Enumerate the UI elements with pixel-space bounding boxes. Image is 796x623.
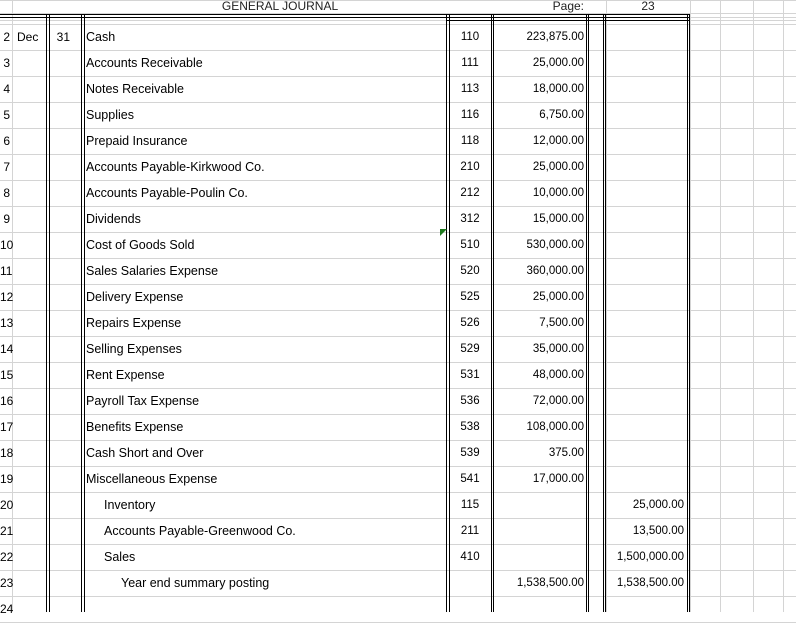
month-cell[interactable] <box>17 414 47 440</box>
account-cell[interactable]: Supplies <box>86 108 134 122</box>
day-cell[interactable] <box>50 492 70 518</box>
day-cell[interactable] <box>50 362 70 388</box>
row-number: 24 <box>0 602 14 616</box>
header-border <box>0 14 690 15</box>
account-cell[interactable]: Rent Expense <box>86 368 165 382</box>
row-number: 11 <box>0 264 13 278</box>
credit-cell[interactable] <box>608 206 684 232</box>
journal-row <box>0 76 796 102</box>
debit-cell[interactable]: 1,538,500.00 <box>516 577 584 589</box>
credit-cell[interactable] <box>608 362 684 388</box>
month-cell[interactable] <box>17 466 47 492</box>
month-cell[interactable] <box>17 284 47 310</box>
account-cell[interactable]: Miscellaneous Expense <box>86 472 218 486</box>
credit-cell[interactable]: 13,500.00 <box>632 525 684 537</box>
credit-cell[interactable]: 1,500,000.00 <box>616 551 684 563</box>
journal-row <box>0 50 796 76</box>
day-cell[interactable] <box>50 180 70 206</box>
post-ref-cell[interactable]: 211 <box>460 525 480 537</box>
day-cell[interactable] <box>50 102 70 128</box>
journal-row <box>0 518 796 544</box>
journal-row <box>0 544 796 570</box>
journal-row <box>0 154 796 180</box>
journal-row <box>0 128 796 154</box>
credit-cell[interactable] <box>608 414 684 440</box>
month-cell[interactable] <box>17 518 47 544</box>
debit-cell[interactable]: 18,000.00 <box>532 83 584 95</box>
row-number: 16 <box>0 394 14 408</box>
journal-row <box>0 232 796 258</box>
debit-cell[interactable]: 223,875.00 <box>526 31 584 43</box>
month-cell[interactable] <box>17 102 47 128</box>
row-number: 17 <box>0 420 14 434</box>
journal-row <box>0 336 796 362</box>
post-ref-cell[interactable]: 510 <box>460 239 480 251</box>
journal-row <box>0 206 796 232</box>
debit-cell[interactable] <box>494 596 584 622</box>
day-cell[interactable] <box>50 440 70 466</box>
month-cell[interactable] <box>17 180 47 206</box>
credit-cell[interactable] <box>608 466 684 492</box>
row-number: 19 <box>0 472 14 486</box>
debit-cell[interactable]: 6,750.00 <box>539 109 584 121</box>
day-cell[interactable] <box>50 388 70 414</box>
debit-cell[interactable]: 35,000.00 <box>532 343 584 355</box>
journal-row <box>0 102 796 128</box>
day-cell[interactable] <box>50 544 70 570</box>
row-number: 3 <box>3 56 10 70</box>
account-cell[interactable]: Accounts Payable-Greenwood Co. <box>104 524 296 538</box>
journal-row <box>0 388 796 414</box>
debit-cell[interactable]: 15,000.00 <box>532 213 584 225</box>
debit-cell[interactable]: 12,000.00 <box>532 135 584 147</box>
debit-cell[interactable] <box>494 492 584 518</box>
post-ref-cell[interactable]: 538 <box>460 421 480 433</box>
credit-cell[interactable] <box>608 102 684 128</box>
month-cell[interactable] <box>17 492 47 518</box>
credit-cell[interactable] <box>608 310 684 336</box>
header-border <box>446 20 690 21</box>
journal-row <box>0 570 796 596</box>
post-ref-cell[interactable] <box>450 570 490 596</box>
debit-cell[interactable]: 25,000.00 <box>532 161 584 173</box>
day-cell[interactable] <box>50 76 70 102</box>
credit-cell[interactable] <box>608 284 684 310</box>
month-cell[interactable] <box>17 310 47 336</box>
post-ref-cell[interactable]: 115 <box>460 499 480 511</box>
account-cell[interactable]: Accounts Payable-Kirkwood Co. <box>86 160 265 174</box>
credit-cell[interactable]: 1,538,500.00 <box>616 577 684 589</box>
journal-title[interactable]: GENERAL JOURNAL <box>221 0 339 13</box>
journal-row <box>0 180 796 206</box>
credit-cell[interactable] <box>608 154 684 180</box>
account-cell[interactable]: Delivery Expense <box>86 290 184 304</box>
row-number: 18 <box>0 446 14 460</box>
account-cell[interactable] <box>86 596 446 622</box>
month-cell[interactable] <box>17 544 47 570</box>
day-cell[interactable] <box>50 466 70 492</box>
account-cell[interactable]: Payroll Tax Expense <box>86 394 200 408</box>
credit-cell[interactable] <box>608 336 684 362</box>
day-cell[interactable] <box>50 336 70 362</box>
page-number[interactable]: 23 <box>641 0 655 13</box>
month-cell[interactable] <box>17 76 47 102</box>
post-ref-cell[interactable]: 536 <box>460 395 480 407</box>
credit-cell[interactable] <box>608 388 684 414</box>
journal-row <box>0 362 796 388</box>
page-label[interactable]: Page: <box>552 0 584 13</box>
journal-row <box>0 310 796 336</box>
credit-cell[interactable] <box>608 24 684 50</box>
row-number: 14 <box>0 342 14 356</box>
day-cell[interactable] <box>50 258 70 284</box>
day-cell[interactable] <box>50 154 70 180</box>
post-ref-cell[interactable]: 110 <box>460 31 480 43</box>
row-number: 6 <box>3 134 10 148</box>
journal-row <box>0 440 796 466</box>
post-ref-cell[interactable]: 111 <box>461 57 479 69</box>
month-cell[interactable] <box>17 336 47 362</box>
account-cell[interactable]: Cash <box>86 30 116 44</box>
account-cell[interactable]: Dividends <box>86 212 141 226</box>
post-ref-cell[interactable]: 526 <box>460 317 480 329</box>
day-cell[interactable] <box>50 284 70 310</box>
post-ref-cell[interactable]: 529 <box>460 343 480 355</box>
credit-cell[interactable] <box>608 596 684 622</box>
journal-row <box>0 414 796 440</box>
post-ref-cell[interactable]: 118 <box>460 135 480 147</box>
debit-cell[interactable]: 17,000.00 <box>532 473 584 485</box>
account-cell[interactable]: Inventory <box>104 498 156 512</box>
day-cell[interactable] <box>50 50 70 76</box>
row-number: 8 <box>3 186 10 200</box>
post-ref-cell[interactable]: 520 <box>460 265 480 277</box>
month-cell[interactable] <box>17 362 47 388</box>
row-number: 4 <box>3 82 10 96</box>
journal-row <box>0 284 796 310</box>
row-number: 21 <box>0 524 14 538</box>
post-ref-cell[interactable]: 212 <box>460 187 480 199</box>
credit-cell[interactable] <box>608 76 684 102</box>
debit-cell[interactable]: 25,000.00 <box>532 57 584 69</box>
post-ref-cell[interactable]: 116 <box>460 109 480 121</box>
account-cell[interactable]: Sales <box>104 550 136 564</box>
day-cell[interactable] <box>50 596 70 622</box>
month-cell[interactable] <box>17 154 47 180</box>
day-cell[interactable] <box>50 232 70 258</box>
journal-row <box>0 24 796 50</box>
post-ref-cell[interactable]: 541 <box>460 473 480 485</box>
month-cell[interactable] <box>17 206 47 232</box>
row-number: 10 <box>0 238 14 252</box>
debit-cell[interactable]: 530,000.00 <box>526 239 584 251</box>
account-cell[interactable]: Year end summary posting <box>121 576 270 590</box>
month-cell[interactable] <box>17 440 47 466</box>
credit-cell[interactable] <box>608 258 684 284</box>
row-number: 7 <box>3 160 10 174</box>
credit-cell[interactable]: 25,000.00 <box>632 499 684 511</box>
month-cell[interactable] <box>17 596 47 622</box>
journal-row <box>0 466 796 492</box>
post-ref-cell[interactable] <box>450 596 490 622</box>
debit-cell[interactable]: 72,000.00 <box>532 395 584 407</box>
day-cell[interactable]: 31 <box>56 30 70 44</box>
post-ref-cell[interactable]: 113 <box>460 83 480 95</box>
day-cell[interactable] <box>50 310 70 336</box>
month-cell[interactable] <box>17 388 47 414</box>
post-ref-cell[interactable]: 410 <box>460 551 480 563</box>
account-cell[interactable]: Accounts Receivable <box>86 56 203 70</box>
post-ref-cell[interactable]: 525 <box>460 291 480 303</box>
credit-cell[interactable] <box>608 440 684 466</box>
journal-row <box>0 596 796 622</box>
debit-cell[interactable] <box>494 518 584 544</box>
row-number: 15 <box>0 368 14 382</box>
header-border <box>0 17 690 18</box>
month-cell[interactable]: Dec <box>17 30 39 44</box>
day-cell[interactable] <box>50 206 70 232</box>
day-cell[interactable] <box>50 128 70 154</box>
credit-cell[interactable] <box>608 128 684 154</box>
debit-cell[interactable]: 25,000.00 <box>532 291 584 303</box>
month-cell[interactable] <box>17 232 47 258</box>
account-cell[interactable]: Sales Salaries Expense <box>86 264 219 278</box>
post-ref-cell[interactable]: 210 <box>460 161 480 173</box>
row-number: 13 <box>0 316 14 330</box>
journal-row <box>0 492 796 518</box>
debit-cell[interactable]: 360,000.00 <box>526 265 584 277</box>
credit-cell[interactable] <box>608 50 684 76</box>
credit-cell[interactable] <box>608 232 684 258</box>
account-cell[interactable]: Cash Short and Over <box>86 446 204 460</box>
row-number: 12 <box>0 290 14 304</box>
row-number: 23 <box>0 576 14 590</box>
account-cell[interactable]: Accounts Payable-Poulin Co. <box>86 186 248 200</box>
month-cell[interactable] <box>17 258 47 284</box>
debit-cell[interactable]: 48,000.00 <box>532 369 584 381</box>
row-number: 2 <box>3 30 10 44</box>
day-cell[interactable] <box>50 414 70 440</box>
row-number: 5 <box>3 108 10 122</box>
account-cell[interactable]: Repairs Expense <box>86 316 182 330</box>
month-cell[interactable] <box>17 570 47 596</box>
account-cell[interactable]: Benefits Expense <box>86 420 184 434</box>
post-ref-cell[interactable]: 312 <box>460 213 480 225</box>
cell-comment-indicator-icon <box>440 229 447 236</box>
day-cell[interactable] <box>50 570 70 596</box>
debit-cell[interactable]: 10,000.00 <box>532 187 584 199</box>
account-cell[interactable]: Notes Receivable <box>86 82 184 96</box>
row-number: 22 <box>0 550 14 564</box>
credit-cell[interactable] <box>608 180 684 206</box>
debit-cell[interactable]: 7,500.00 <box>539 317 584 329</box>
row-number: 20 <box>0 498 14 512</box>
account-cell[interactable]: Prepaid Insurance <box>86 134 188 148</box>
row-number: 9 <box>3 212 10 226</box>
month-cell[interactable] <box>17 50 47 76</box>
debit-cell[interactable]: 108,000.00 <box>526 421 584 433</box>
journal-row <box>0 258 796 284</box>
debit-cell[interactable]: 375.00 <box>548 447 584 459</box>
account-cell[interactable]: Cost of Goods Sold <box>86 238 195 252</box>
month-cell[interactable] <box>17 128 47 154</box>
post-ref-cell[interactable]: 531 <box>460 369 480 381</box>
account-cell[interactable]: Selling Expenses <box>86 342 182 356</box>
day-cell[interactable] <box>50 518 70 544</box>
debit-cell[interactable] <box>494 544 584 570</box>
post-ref-cell[interactable]: 539 <box>460 447 480 459</box>
